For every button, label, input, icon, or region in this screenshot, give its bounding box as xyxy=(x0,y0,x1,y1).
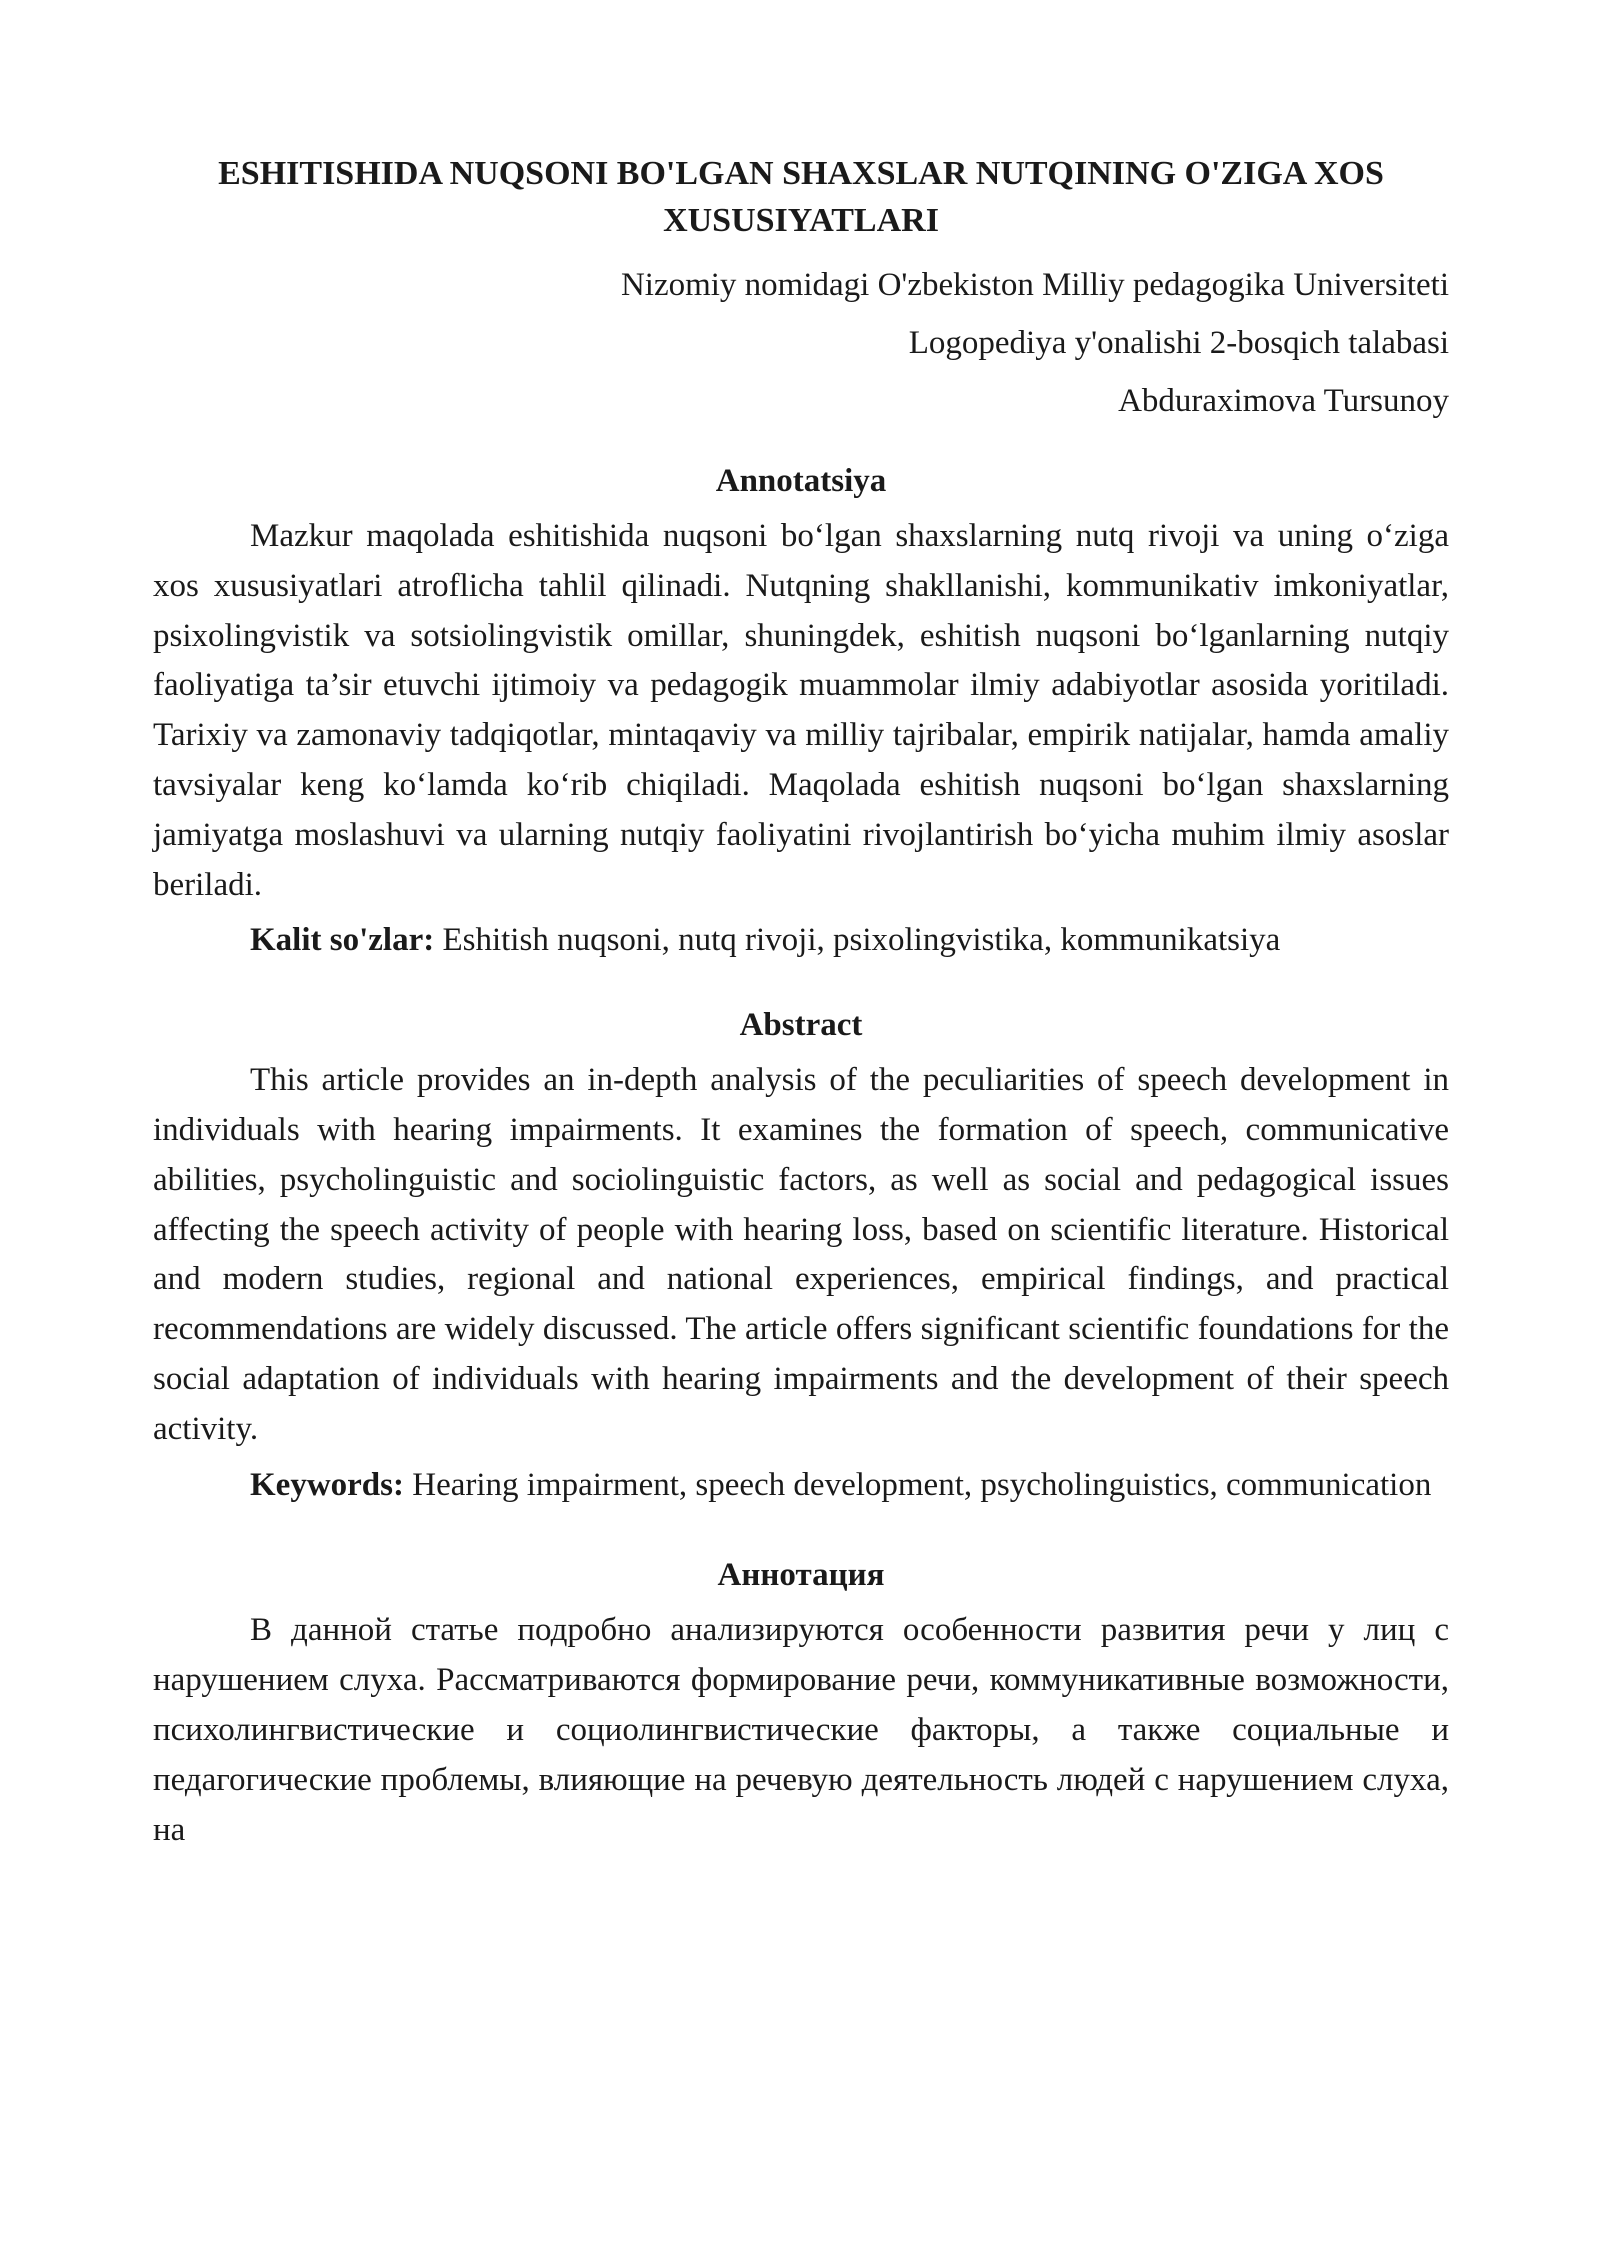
uz-keywords-label: Kalit so'zlar: xyxy=(250,922,435,959)
document-page xyxy=(153,150,1449,1855)
author-affiliation xyxy=(153,256,1449,430)
university-name: Nizomiy nomidagi O'zbekiston Milliy pedagogika Universiteti xyxy=(620,267,1449,303)
uz-keywords xyxy=(153,916,1449,966)
program-name: Logopediya y'onalishi 2-bosqich talabasi xyxy=(908,325,1449,361)
uz-abstract-heading: Annotatsiya xyxy=(715,463,887,499)
ru-abstract-heading: Аннотация xyxy=(717,1557,885,1594)
author-name: Abduraximova Tursunoy xyxy=(1118,383,1449,419)
paper-title: ESHITISHIDA NUQSONI BO'LGAN SHAXSLAR NUTQINING O'ZIGA XOS XUSUSIYATLARI xyxy=(218,155,1384,239)
ru-abstract-text: В данной статье подробно анализируются особенности развития речи у лиц с нарушением слуха. Рассматриваются формирование речи, коммуникативные возможности, психолингвистические и социолингвистические факторы, а также социальные и педагогические проблемы, влияющие на речевую деятельность людей с нарушением слуха, на xyxy=(153,1612,1449,1848)
en-abstract-heading: Abstract xyxy=(739,1007,863,1044)
uz-abstract-text: Mazkur maqolada eshitishida nuqsoni bo‘lgan shaxslarning nutq rivoji va uning o‘ziga xos xususiyatlari atroflicha tahlil qilinadi. Nutqning shakllanishi, kommunikativ imkoniyatlar, psixolingvistik va sotsiolingvistik omillar, shuningdek, eshitish nuqsoni bo‘lganlarning nutqiy faoliyatiga ta’sir etuvchi ijtimoiy va pedagogik muammolar ilmiy adabiyotlar asosida yoritiladi. Tarixiy va zamonaviy tadqiqotlar, mintaqaviy va milliy tajribalar, empirik natijalar, hamda amaliy tavsiyalar keng ko‘lamda ko‘rib chiqiladi. Maqolada eshitish nuqsoni bo‘lgan shaxslarning jamiyatga moslashuvi va ularning nutqiy faoliyatini rivojlantirish bo‘yicha muhim ilmiy asoslar beriladi. xyxy=(153,518,1449,903)
en-keywords-label: Keywords: xyxy=(250,1466,404,1503)
uz-keywords-list: Eshitish nuqsoni, nutq rivoji, psixolingvistika, kommunikatsiya xyxy=(442,922,1281,959)
en-keywords xyxy=(153,1461,1449,1511)
en-abstract-text: This article provides an in-depth analysis of the peculiarities of speech development in individuals with hearing impairments. It examines the formation of speech, communicative abilities, psycholinguistic and sociolinguistic factors, as well as social and pedagogical issues affecting the speech activity of people with hearing loss, based on scientific literature. Historical and modern studies, regional and national experiences, empirical findings, and practical recommendations are widely discussed. The article offers significant scientific foundations for the social adaptation of individuals with hearing impairments and the development of their speech activity. xyxy=(153,1062,1449,1447)
en-keywords-list: Hearing impairment, speech development, psycholinguistics, communication xyxy=(412,1466,1432,1503)
